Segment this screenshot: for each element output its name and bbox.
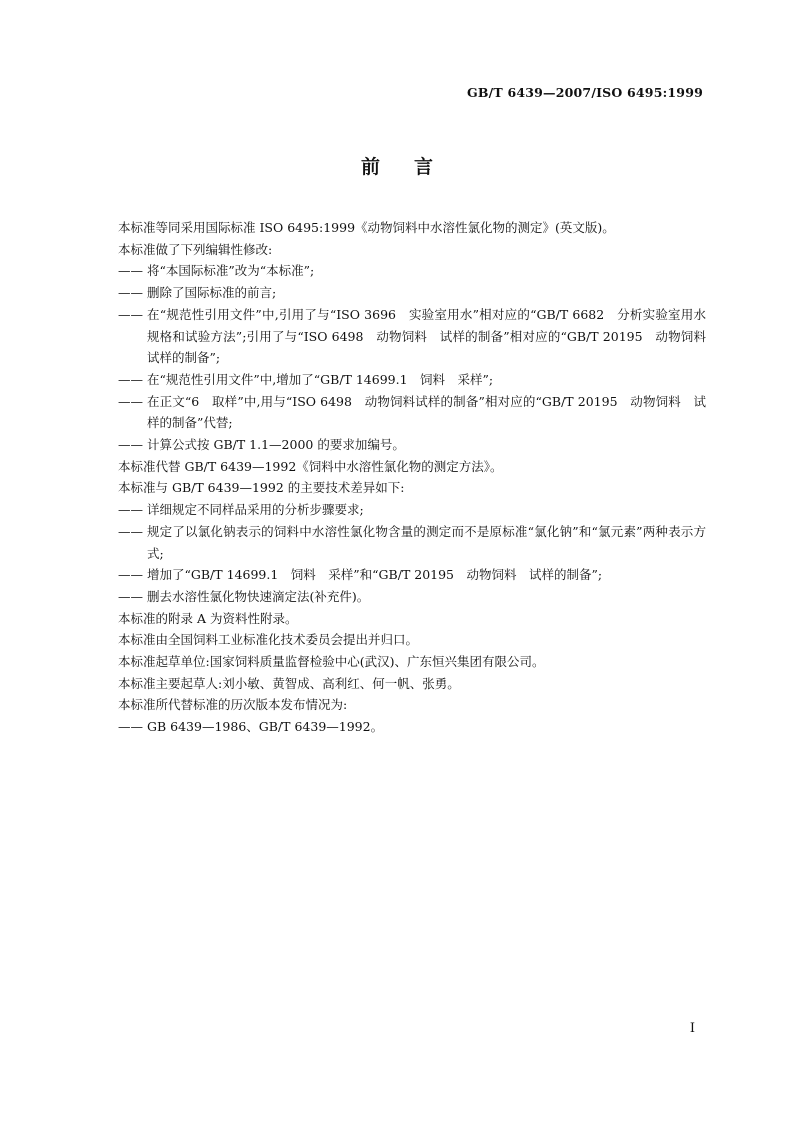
list-item [118, 521, 706, 564]
list-item-text: 计算公式按 GB/T 1.1—2000 的要求加编号。 [147, 437, 405, 453]
list-item-text: 详细规定不同样品采用的分析步骤要求; [147, 502, 364, 518]
list-dash: —— [118, 567, 143, 583]
list-dash: —— [118, 523, 143, 539]
list-dash: —— [118, 393, 143, 409]
list-item-text: 规定了以氯化钠表示的饲料中水溶性氯化物含量的测定而不是原标准“氯化钠”和“氯元素”两种表示方式; [147, 523, 706, 561]
list-dash: —— [118, 285, 143, 301]
list-item [118, 586, 706, 608]
list-item [118, 391, 706, 434]
list-item-text: 增加了“GB/T 14699.1 饲料 采样”和“GB/T 20195 动物饲料 试样的制备”; [147, 567, 603, 583]
list-item-text: 删除了国际标准的前言; [147, 285, 277, 301]
list-item [118, 369, 706, 391]
body-paragraph: 本标准与 GB/T 6439—1992 的主要技术差异如下: [118, 480, 405, 496]
list-item-text: 在“规范性引用文件”中,增加了“GB/T 14699.1 饲料 采样”; [147, 371, 494, 387]
list-dash: —— [118, 306, 143, 322]
body-paragraph: 本标准所代替标准的历次版本发布情况为: [118, 697, 348, 713]
body-paragraph: 本标准的附录 A 为资料性附录。 [118, 610, 298, 626]
list-item [118, 499, 706, 521]
list-item [118, 282, 706, 304]
page-title: 前言 [360, 156, 467, 178]
body-paragraph: 本标准代替 GB/T 6439—1992《饲料中水溶性氯化物的测定方法》。 [118, 458, 503, 474]
list-dash: —— [118, 719, 143, 735]
list-dash: —— [118, 502, 143, 518]
list-dash: —— [118, 371, 143, 387]
list-dash: —— [118, 437, 143, 453]
list-dash: —— [118, 263, 143, 279]
body-paragraph: 本标准等同采用国际标准 ISO 6495:1999《动物饲料中水溶性氯化物的测定》(英文版)。 [118, 220, 615, 235]
body-paragraph: 本标准做了下列编辑性修改: [118, 241, 273, 257]
list-dash: —— [118, 588, 143, 604]
foreword-body [118, 217, 719, 738]
body-paragraph: 本标准起草单位:国家饲料质量监督检验中心(武汉)、广东恒兴集团有限公司。 [118, 654, 545, 670]
list-item-text: 在“规范性引用文件”中,引用了与“ISO 3696 实验室用水”相对应的“GB/T 6682 分析实验室用水规格和试验方法”;引用了与“ISO 6498 动物饲料 试样的制备”相对应的“GB/T 20195 动物饲料 试样的制备”; [147, 306, 719, 366]
list-item [118, 716, 706, 738]
list-item [118, 304, 719, 369]
list-item [118, 564, 706, 586]
list-item-text: 将“本国际标准”改为“本标准”; [147, 263, 315, 279]
list-item [118, 434, 706, 456]
standard-code-header: GB/T 6439—2007/ISO 6495:1999 [466, 85, 703, 100]
body-paragraph: 本标准由全国饲料工业标准化技术委员会提出并归口。 [118, 632, 419, 648]
list-item-text: 在正文“6 取样”中,用与“ISO 6498 动物饲料试样的制备”相对应的“GB/T 20195 动物饲料 试样的制备”代替; [147, 393, 706, 431]
list-item-text: 删去水溶性氯化物快速滴定法(补充件)。 [147, 588, 370, 604]
page-number: I [689, 1021, 695, 1036]
list-item [118, 260, 706, 282]
list-item-text: GB 6439—1986、GB/T 6439—1992。 [147, 719, 384, 735]
body-paragraph: 本标准主要起草人:刘小敏、黄智成、高利红、何一帆、张勇。 [118, 675, 460, 691]
